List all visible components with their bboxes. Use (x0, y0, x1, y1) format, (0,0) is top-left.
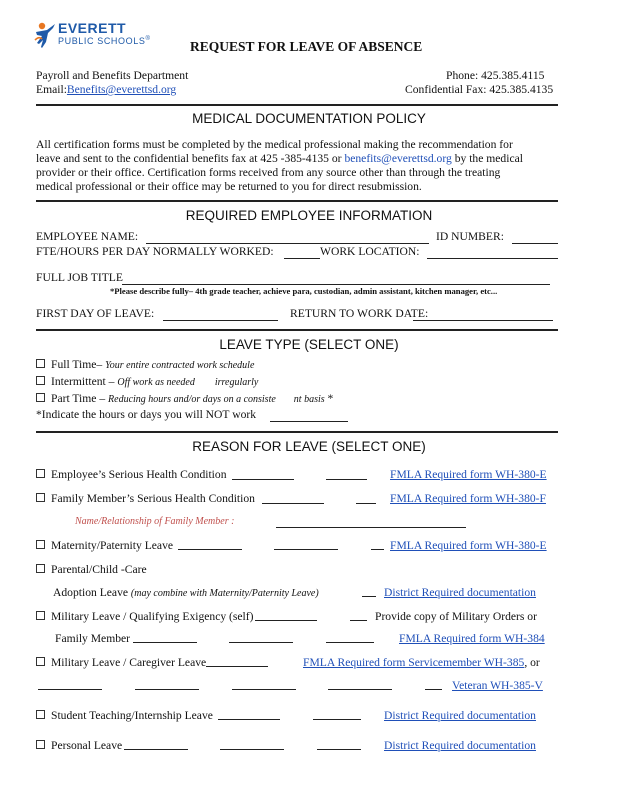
logo-figure-icon (33, 20, 59, 50)
email-line: Email:Benefits@everettsd.org (36, 83, 177, 96)
checkbox-icon[interactable] (36, 657, 45, 666)
fmla-servicemember-row: FMLA Required form Servicemember WH-385, or (303, 656, 540, 669)
reason-line (313, 719, 361, 720)
checkbox-icon[interactable] (36, 469, 45, 478)
reason-line (178, 549, 242, 550)
policy-heading: MEDICAL DOCUMENTATION POLICY (192, 111, 426, 126)
reason-line (326, 479, 367, 480)
leave-full-time[interactable]: Full Time– Your entire contracted work schedule (36, 358, 254, 371)
indicate-hours-label: *Indicate the hours or days you will NOT work (36, 408, 257, 421)
fmla-link[interactable]: FMLA Required form Servicemember WH-385 (303, 656, 525, 669)
reason-line (232, 689, 296, 690)
checkbox-icon[interactable] (36, 393, 45, 402)
veteran-link[interactable]: Veteran WH-385-V (452, 679, 543, 692)
reason-line (124, 749, 188, 750)
logo-subtitle: PUBLIC SCHOOLS® (58, 36, 151, 46)
reason-personal[interactable]: Personal Leave (36, 739, 122, 752)
divider (36, 104, 558, 106)
first-day-field[interactable] (163, 320, 278, 321)
id-number-field[interactable] (512, 243, 558, 244)
reason-line (274, 549, 338, 550)
checkbox-icon[interactable] (36, 611, 45, 620)
reason-line (362, 596, 376, 597)
work-location-label: WORK LOCATION: (320, 245, 420, 258)
reason-line (218, 719, 280, 720)
military-orders-text: Provide copy of Military Orders or (375, 610, 537, 623)
job-title-field[interactable] (122, 284, 550, 285)
reason-line (317, 749, 361, 750)
reason-line (229, 642, 293, 643)
checkbox-icon[interactable] (36, 740, 45, 749)
employee-heading: REQUIRED EMPLOYEE INFORMATION (185, 208, 433, 223)
divider (36, 200, 558, 202)
id-number-label: ID NUMBER: (436, 230, 504, 243)
leave-intermittent[interactable]: Intermittent – Off work as needed irregularly (36, 375, 258, 388)
reason-adoption[interactable]: Adoption Leave (may combine with Maternity/Paternity Leave) (53, 586, 319, 599)
reason-line (232, 479, 294, 480)
district-link[interactable]: District Required documentation (384, 586, 536, 599)
reason-student-teaching[interactable]: Student Teaching/Internship Leave (36, 709, 213, 722)
policy-line: provider or their office. Certification forms received from any source other than through the treating (36, 166, 501, 179)
policy-line: leave and sent to the confidential benefits fax at 425 -385-4135 or benefits@everettsd.org by the medical (36, 152, 523, 165)
reason-family-member[interactable]: Family Member (55, 632, 131, 645)
reason-line (133, 642, 197, 643)
form-title: REQUEST FOR LEAVE OF ABSENCE (190, 39, 423, 54)
reason-parental[interactable]: Parental/Child -Care (36, 563, 147, 576)
fte-field[interactable] (284, 258, 320, 259)
employee-name-field[interactable] (146, 243, 429, 244)
employee-name-label: EMPLOYEE NAME: (36, 230, 139, 243)
fmla-link[interactable]: FMLA Required form WH-384 (399, 632, 545, 645)
fmla-link[interactable]: FMLA Required form WH-380-E (390, 468, 547, 481)
policy-line: medical professional or their office may be returned to you for direct resubmission. (36, 180, 422, 193)
relationship-label: Name/Relationship of Family Member : (75, 516, 235, 527)
logo-name: EVERETT (58, 20, 127, 36)
department: Payroll and Benefits Department (36, 69, 189, 82)
checkbox-icon[interactable] (36, 564, 45, 573)
job-title-note: *Please describe fully– 4th grade teacher, achieve para, custodian, admin assistant, kitchen manager, etc... (110, 286, 498, 296)
reason-line (38, 689, 102, 690)
reason-line (350, 620, 367, 621)
reason-family-health[interactable]: Family Member’s Serious Health Condition (36, 492, 255, 505)
reason-line (371, 549, 384, 550)
divider (36, 431, 558, 433)
reason-line (328, 689, 392, 690)
reason-maternity[interactable]: Maternity/Paternity Leave (36, 539, 173, 552)
reason-military-exigency[interactable]: Military Leave / Qualifying Exigency (self) (36, 610, 254, 623)
reason-line (356, 503, 376, 504)
leave-part-time[interactable]: Part Time – Reducing hours and/or days on a consiste nt basis * (36, 392, 333, 405)
return-date-field[interactable] (413, 320, 553, 321)
indicate-hours-field[interactable] (270, 421, 348, 422)
checkbox-icon[interactable] (36, 359, 45, 368)
phone: Phone: 425.385.4115 (446, 69, 545, 82)
email-link[interactable]: Benefits@everettsd.org (66, 83, 177, 96)
logo (33, 18, 163, 54)
reason-line (206, 666, 268, 667)
reason-line (135, 689, 199, 690)
return-date-label: RETURN TO WORK DATE: (290, 307, 429, 320)
fmla-link[interactable]: FMLA Required form WH-380-E (390, 539, 547, 552)
reason-line (262, 503, 324, 504)
job-title-label: FULL JOB TITLE (36, 271, 123, 284)
policy-line: All certification forms must be completed by the medical professional making the recommendation for (36, 138, 513, 151)
fax: Confidential Fax: 425.385.4135 (405, 83, 554, 96)
work-location-field[interactable] (427, 258, 558, 259)
divider (36, 329, 558, 331)
checkbox-icon[interactable] (36, 493, 45, 502)
checkbox-icon[interactable] (36, 376, 45, 385)
district-link[interactable]: District Required documentation (384, 709, 536, 722)
reason-line (326, 642, 374, 643)
district-link[interactable]: District Required documentation (384, 739, 536, 752)
checkbox-icon[interactable] (36, 710, 45, 719)
reason-line (255, 620, 317, 621)
first-day-label: FIRST DAY OF LEAVE: (36, 307, 155, 320)
fte-label: FTE/HOURS PER DAY NORMALLY WORKED: (36, 245, 274, 258)
reason-line (220, 749, 284, 750)
reason-employee-health[interactable]: Employee’s Serious Health Condition (36, 468, 227, 481)
reason-military-caregiver[interactable]: Military Leave / Caregiver Leave (36, 656, 206, 669)
reason-heading: REASON FOR LEAVE (SELECT ONE) (192, 439, 426, 454)
relationship-field[interactable] (276, 527, 466, 528)
reason-line (425, 689, 442, 690)
fmla-link[interactable]: FMLA Required form WH-380-F (390, 492, 546, 505)
checkbox-icon[interactable] (36, 540, 45, 549)
policy-email-link[interactable]: benefits@everettsd.org (344, 152, 452, 165)
leave-type-heading: LEAVE TYPE (SELECT ONE) (219, 337, 399, 352)
